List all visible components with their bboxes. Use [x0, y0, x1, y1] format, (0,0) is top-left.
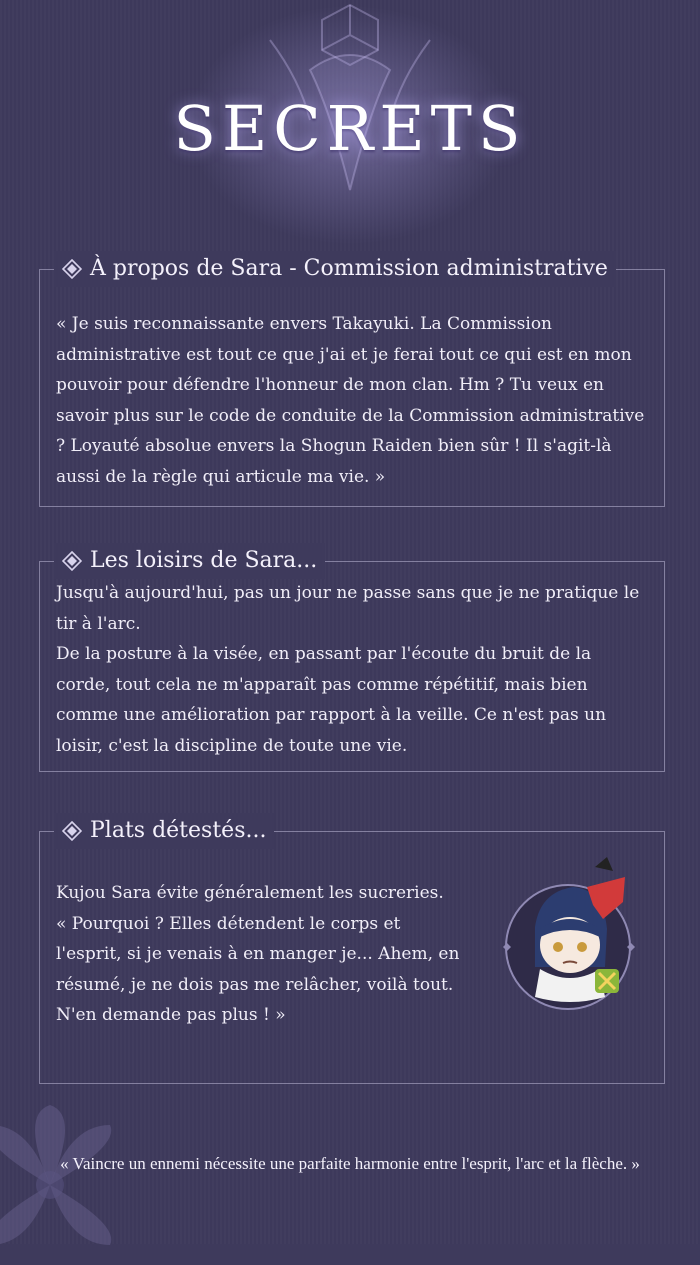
section-heading-text: Plats détestés...	[90, 818, 267, 843]
diamond-ornament-icon	[62, 821, 82, 841]
section-disliked-food	[39, 818, 665, 1084]
diamond-ornament-icon	[62, 259, 82, 279]
section-body	[56, 578, 648, 762]
section-about-sara	[39, 256, 665, 507]
section-paragraph: « Pourquoi ? Elles détendent le corps et l'esprit, si je venais à en manger je... Ahem, en résumé, je ne dois pas me relâcher, voilà tout. N'en demande pas plus ! »	[56, 913, 460, 1026]
section-body	[56, 878, 466, 1031]
diamond-ornament-icon	[62, 551, 82, 571]
footer-quote: « Vaincre un ennemi nécessite une parfaite harmonie entre l'esprit, l'arc et la flèche. »	[60, 1154, 640, 1173]
section-heading	[54, 543, 325, 579]
section-text: « Je suis reconnaissante envers Takayuki. La Commission administrative est tout ce que j'ai et je ferai tout ce qui est en mon pouvoir pour défendre l'honneur de mon clan. Hm ? Tu veux en savoir plus sur le code de conduite de la Commission administrative ? Loyauté absolue envers la Shogun Raiden bien sûr ! Il s'agit-là aussi de la règle qui articule ma vie. »	[56, 314, 645, 487]
section-paragraph: Jusqu'à aujourd'hui, pas un jour ne passe sans que je ne pratique le tir à l'arc.	[56, 583, 640, 634]
section-heading	[54, 251, 616, 287]
section-hobbies	[39, 548, 665, 772]
section-heading	[54, 813, 274, 849]
section-heading-text: Les loisirs de Sara...	[90, 548, 318, 573]
character-avatar	[495, 857, 645, 1015]
section-body	[56, 309, 648, 493]
flower-decoration	[0, 1105, 140, 1265]
section-heading-text: À propos de Sara - Commission administrative	[90, 256, 608, 281]
page-title: SECRETS	[173, 92, 527, 165]
section-paragraph: De la posture à la visée, en passant par l'écoute du bruit de la corde, tout cela ne m'apparaît pas comme répétitif, mais bien comme une amélioration par rapport à la veille. Ce n'est pas un loisir, c'est la discipline de toute une vie.	[56, 644, 607, 756]
section-paragraph: Kujou Sara évite généralement les sucreries.	[56, 883, 444, 903]
